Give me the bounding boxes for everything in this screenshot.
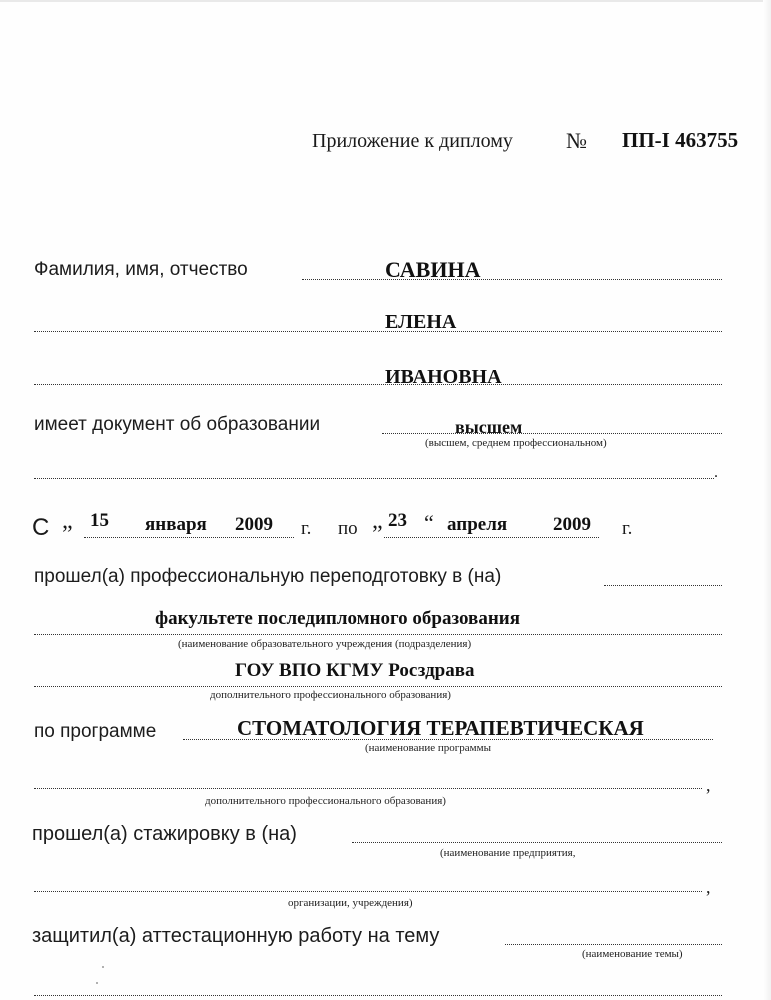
program-value: СТОМАТОЛОГИЯ ТЕРАПЕВТИЧЕСКАЯ	[237, 716, 644, 740]
period-from-line	[84, 537, 294, 538]
header-title: Приложение к диплому	[312, 130, 513, 152]
education-line-2	[34, 478, 714, 479]
thesis-line-1	[505, 944, 722, 945]
thesis-caption: (наименование темы)	[582, 948, 683, 960]
program-caption-2: дополнительного профессионального образования)	[205, 795, 446, 807]
fio-line-2	[34, 331, 722, 332]
fio-line-1	[302, 279, 722, 280]
internship-comma: ,	[706, 877, 711, 897]
retraining-line-3	[34, 686, 722, 687]
fio-patronymic: ИВАНОВНА	[385, 366, 502, 388]
internship-caption-1: (наименование предприятия,	[440, 847, 576, 859]
diploma-number: ПП-I 463755	[622, 128, 739, 152]
scan-speck	[102, 966, 104, 968]
internship-line-2	[34, 891, 702, 892]
education-end-dot: .	[714, 464, 718, 481]
period-to-day: 23	[388, 510, 407, 531]
period-prefix: С	[32, 514, 50, 541]
retraining-line-1	[604, 585, 722, 586]
thesis-line-2	[34, 995, 722, 996]
retraining-line-2	[34, 634, 722, 635]
period-g2: г.	[622, 518, 633, 539]
retraining-caption-2: дополнительного профессионального образования)	[210, 689, 451, 701]
education-caption: (высшем, среднем профессиональном)	[425, 437, 607, 449]
period-to-line	[384, 537, 599, 538]
program-comma: ,	[706, 775, 711, 795]
period-open-quote-2: „	[372, 508, 383, 534]
fio-line-3	[34, 384, 722, 385]
fio-label: Фамилия, имя, отчество	[34, 259, 248, 280]
period-from-day: 15	[90, 510, 109, 531]
period-from-month: января	[145, 514, 207, 535]
education-line	[382, 433, 722, 434]
thesis-label: защитил(а) аттестационную работу на тему	[32, 925, 440, 947]
fio-surname: САВИНА	[385, 257, 481, 282]
retraining-faculty: факультете последипломного образования	[155, 608, 520, 629]
page-top-edge	[0, 0, 771, 2]
internship-label: прошел(а) стажировку в (на)	[32, 823, 297, 845]
period-from-year: 2009	[235, 514, 273, 535]
internship-line-1	[352, 842, 722, 843]
period-to-month: апреля	[447, 514, 508, 535]
period-po: по	[338, 518, 358, 539]
scan-speck	[96, 982, 98, 984]
internship-caption-2: организации, учреждения)	[288, 897, 413, 909]
period-close-quote: “	[424, 510, 434, 535]
fio-name: ЕЛЕНА	[385, 311, 457, 333]
period-to-year: 2009	[553, 514, 591, 535]
page-right-edge	[763, 0, 771, 1000]
program-caption-1: (наименование программы	[365, 742, 491, 754]
program-line-2	[34, 788, 702, 789]
header-number-sign: №	[566, 128, 587, 153]
period-g1: г.	[301, 518, 312, 539]
retraining-label: прошел(а) профессиональную переподготовку в (на)	[34, 566, 502, 587]
education-label: имеет документ об образовании	[34, 414, 321, 435]
retraining-institution: ГОУ ВПО КГМУ Росздрава	[235, 660, 475, 681]
period-open-quote: „	[62, 508, 73, 534]
retraining-caption-1: (наименование образовательного учреждения (подразделения)	[178, 638, 472, 650]
education-value: высшем	[455, 417, 523, 437]
program-label: по программе	[34, 721, 157, 742]
